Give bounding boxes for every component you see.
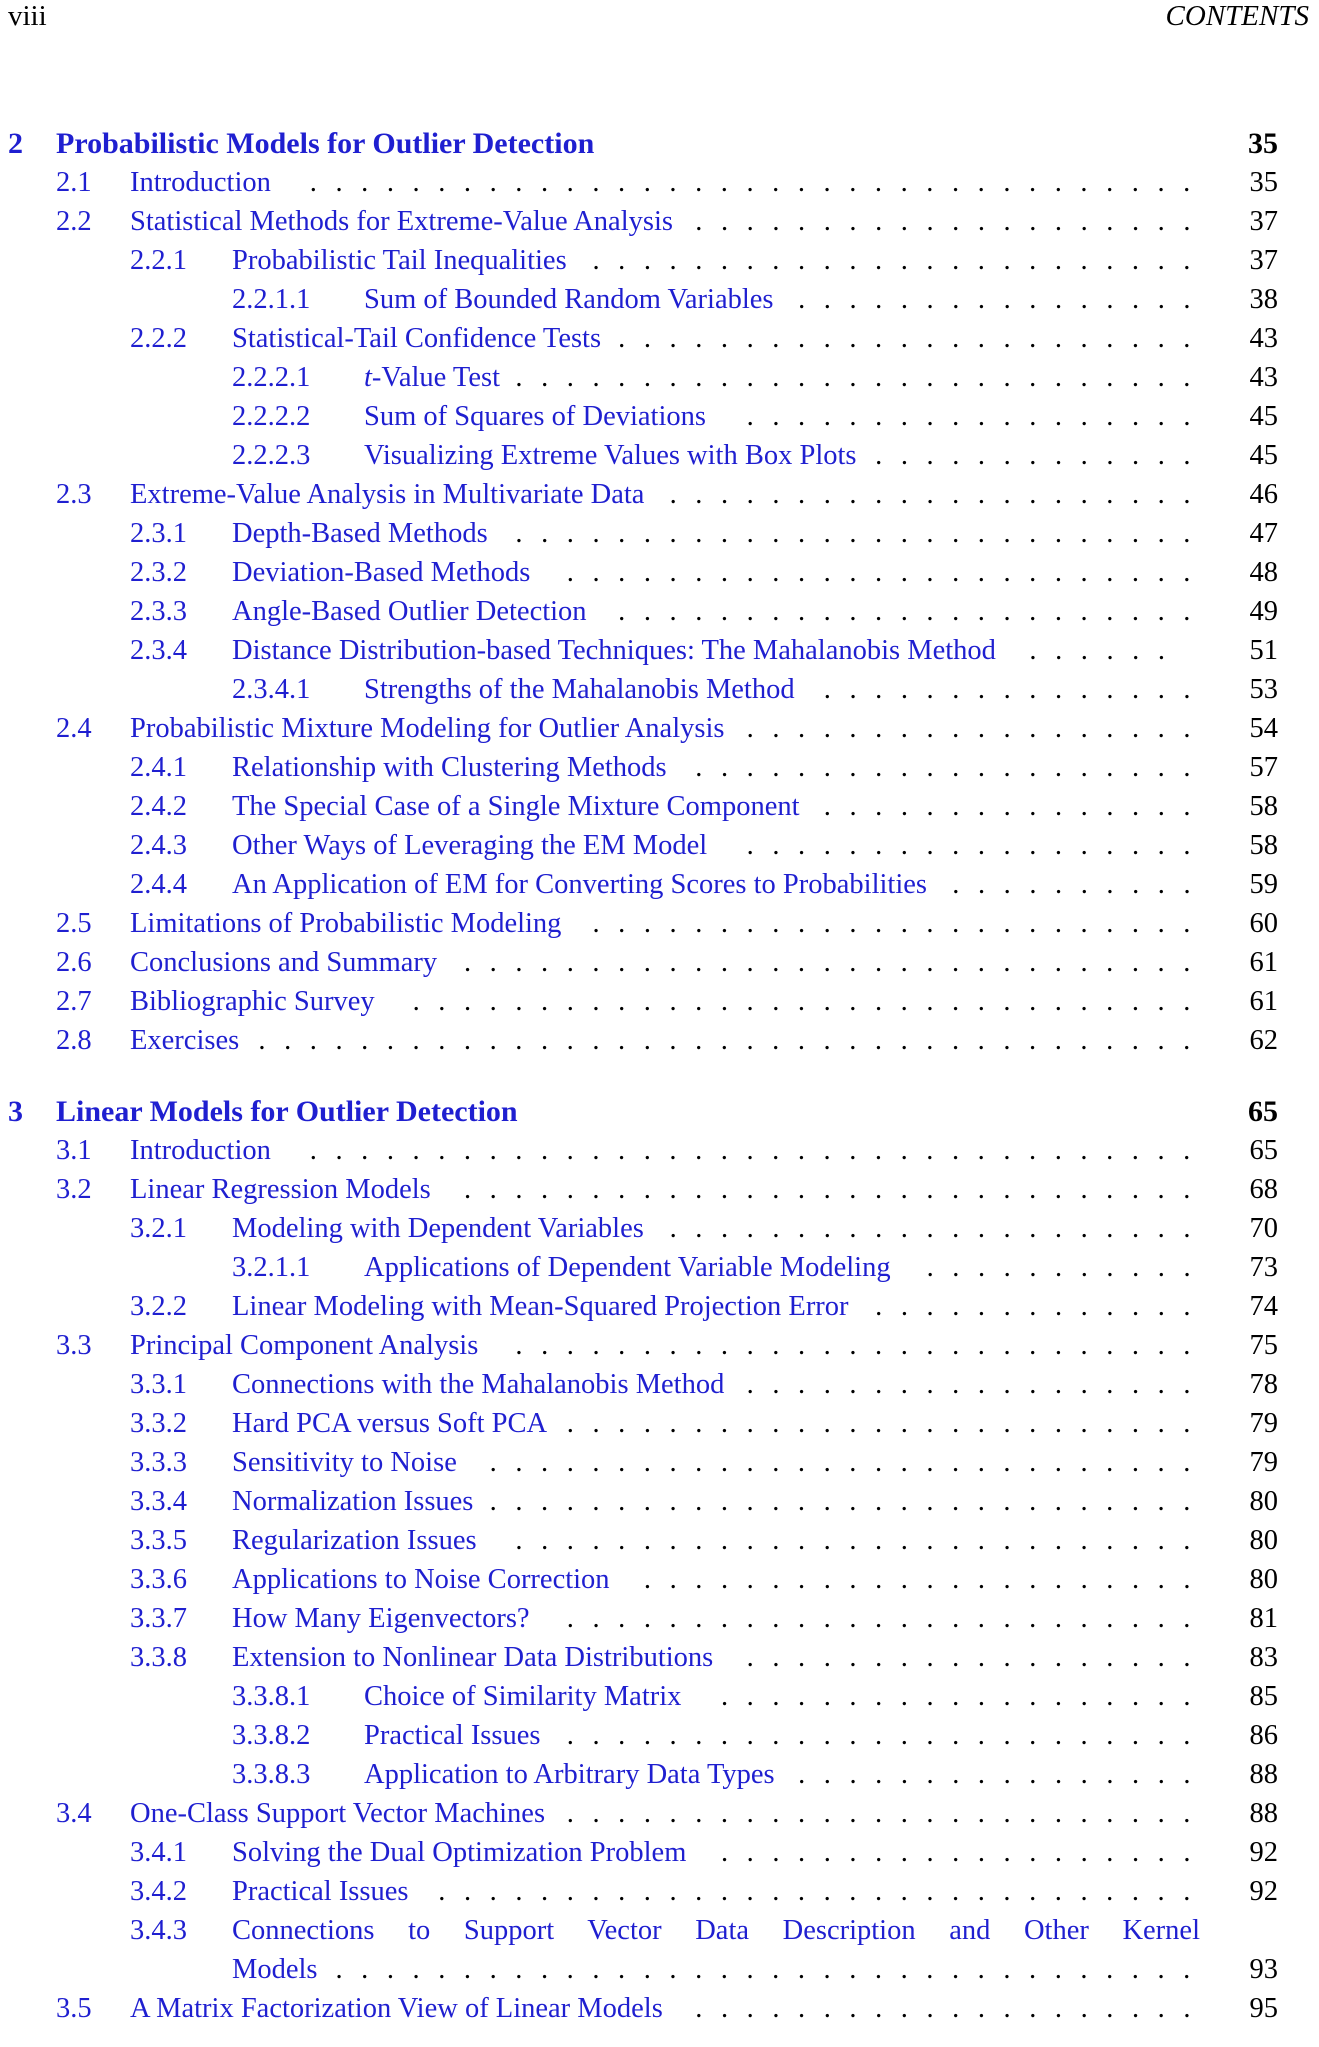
toc-entry-title-text: Probabilistic Tail Inequalities <box>232 245 567 276</box>
dot-leader: . . . . . . . . . . . . . . . . . . <box>746 830 1191 861</box>
toc-entry-page: 49 <box>1249 596 1278 627</box>
toc-entry-number: 2.3.3 <box>130 596 187 627</box>
toc-entry-page: 95 <box>1249 1993 1278 2024</box>
toc-entry-page: 92 <box>1249 1837 1278 1868</box>
toc-entry-title-text: Conclusions and Summary <box>130 947 438 978</box>
toc-entry-title-text: Probabilistic Mixture Modeling for Outlier Analysis <box>130 713 725 744</box>
toc-entry-number: 2.3.4 <box>130 635 187 666</box>
toc-entry-number: 3.3.1 <box>130 1369 187 1400</box>
toc-entry[interactable] <box>0 1833 1319 1873</box>
running-title: CONTENTS <box>1165 0 1309 32</box>
toc-entry-number: 3.3.2 <box>130 1408 187 1439</box>
toc-entry[interactable] <box>0 1248 1319 1288</box>
dot-leader: . . . . . . . . . . . . . . . . . . . . . . . . . . . . . <box>463 1174 1191 1205</box>
toc-entry-title-text: Linear Regression Models <box>130 1174 431 1205</box>
toc-entry-page: 80 <box>1249 1525 1278 1556</box>
dot-leader: . . . . . . . . . . . . . <box>875 440 1191 471</box>
toc-entry-title-text: Applications of Dependent Variable Modeling <box>364 1252 891 1283</box>
toc-entry-title[interactable] <box>232 1404 547 1444</box>
dot-leader: . . . . . . . . . . . . . . . . . . . . . . . . <box>592 908 1191 939</box>
toc-entry-title[interactable] <box>232 319 601 359</box>
dot-leader: . . . . . . . . . . . . . . . . . . . . . . . . . . . . . . . <box>412 986 1191 1017</box>
toc-entry[interactable] <box>0 1677 1319 1717</box>
toc-entry-number: 2.4 <box>56 713 92 744</box>
toc-entry-title[interactable] <box>364 670 795 710</box>
toc-entry-title[interactable] <box>130 943 437 983</box>
toc-entry[interactable] <box>0 475 1319 515</box>
toc-entry-page: 43 <box>1249 362 1278 393</box>
toc-entry-page: 80 <box>1249 1564 1278 1595</box>
toc-entry[interactable] <box>0 553 1319 593</box>
toc-entry-number: 2.4.1 <box>130 752 187 783</box>
toc-entry-title-text: Principal Component Analysis <box>130 1330 479 1361</box>
toc-entry-page: 61 <box>1249 986 1278 1017</box>
toc-entry[interactable] <box>0 1521 1319 1561</box>
toc-entry[interactable] <box>0 592 1319 632</box>
dot-leader: . . . . . . . . . . . . . . . . . . . . . . . . . <box>566 557 1191 588</box>
toc-entry-page: 59 <box>1249 869 1278 900</box>
toc-entry-page: 48 <box>1249 557 1278 588</box>
toc-entry[interactable] <box>0 436 1319 476</box>
toc-entry-number: 2.2.2.2 <box>232 401 311 432</box>
toc-entry-number: 2.6 <box>56 947 92 978</box>
toc-entry[interactable] <box>0 319 1319 359</box>
toc-entry[interactable] <box>0 904 1319 944</box>
toc-entry-title[interactable] <box>232 592 587 632</box>
toc-entry-title-text: Statistical-Tail Confidence Tests <box>232 323 602 354</box>
toc-entry-number: 2.3.1 <box>130 518 187 549</box>
toc-entry[interactable] <box>0 943 1319 983</box>
toc-entry-page: 70 <box>1249 1213 1278 1244</box>
toc-entry-title[interactable] <box>232 1560 610 1600</box>
toc-entry-number: 3.2 <box>56 1174 92 1205</box>
toc-entry-page: 51 <box>1249 635 1278 666</box>
toc-entry-title-text: Deviation-Based Methods <box>232 557 531 588</box>
toc-entry-title[interactable] <box>232 826 707 866</box>
toc-entry-title-text: Connections to Support Vector Data Description and Other Kernel <box>232 1915 1200 1946</box>
toc-entry-page: 86 <box>1249 1720 1278 1751</box>
toc-entry-title[interactable] <box>364 397 706 437</box>
toc-entry-title[interactable] <box>364 1755 775 1795</box>
toc-entry[interactable] <box>0 1599 1319 1639</box>
toc-entry-title-text: Sensitivity to Noise <box>232 1447 457 1478</box>
toc-entry-title-text: Exercises <box>130 1025 240 1056</box>
toc-entry-title[interactable] <box>232 1599 530 1639</box>
toc-entry-page: 45 <box>1249 401 1278 432</box>
toc-entry-number: 3.4.3 <box>130 1915 187 1946</box>
toc-entry-title[interactable] <box>232 241 567 281</box>
toc-entry[interactable] <box>0 1911 1319 1951</box>
dot-leader: . . . . . . . . . . . . . . . . <box>798 1759 1191 1790</box>
toc-entry-title[interactable] <box>364 280 774 320</box>
toc-entry-title[interactable] <box>232 1833 686 1873</box>
dot-leader: . . . . . . . . . . . . . . . <box>823 674 1191 705</box>
toc-entry-page: 79 <box>1249 1408 1278 1439</box>
toc-entry-page: 37 <box>1249 206 1278 237</box>
toc-entry-title-text: Introduction <box>130 1135 271 1166</box>
toc-entry-title[interactable] <box>232 1443 457 1483</box>
toc-entry-title-text: Applications to Noise Correction <box>232 1564 610 1595</box>
toc-entry-title[interactable] <box>232 1209 644 1249</box>
toc-entry[interactable] <box>0 1170 1319 1210</box>
toc-entry-title[interactable] <box>130 163 271 203</box>
toc-entry-title-text: A Matrix Factorization View of Linear Models <box>130 1993 663 2024</box>
dot-leader: . . . . . . . . . . . . . . . . . . . . . <box>669 479 1191 510</box>
dot-leader: . . . . . . . . . . . . . . . . . . . . <box>695 206 1191 237</box>
toc-entry[interactable] <box>0 397 1319 437</box>
toc-entry-title-text: Connections with the Mahalanobis Method <box>232 1369 725 1400</box>
toc-entry-title-text: Choice of Similarity Matrix <box>364 1681 682 1712</box>
toc-entry-number: 3.5 <box>56 1993 92 2024</box>
toc-entry-number: 2.3.2 <box>130 557 187 588</box>
toc-entry-title-continuation: Models <box>232 1954 318 1985</box>
toc-entry-number: 2 <box>8 127 23 160</box>
toc-entry-page: 73 <box>1249 1252 1278 1283</box>
toc-entry-page: 92 <box>1249 1876 1278 1907</box>
toc-entry-page: 61 <box>1249 947 1278 978</box>
toc-entry-number: 3.2.2 <box>130 1291 187 1322</box>
toc-entry-title-text: Sum of Bounded Random Variables <box>364 284 774 315</box>
toc-entry[interactable] <box>0 1872 1319 1912</box>
toc-entry-number: 3.2.1 <box>130 1213 187 1244</box>
toc-entry-number: 3.3.4 <box>130 1486 187 1517</box>
toc-entry-title[interactable] <box>130 202 673 242</box>
toc-entry-title-text: Regularization Issues <box>232 1525 477 1556</box>
toc-entry-title-text: Strengths of the Mahalanobis Method <box>364 674 795 705</box>
dot-leader: . . . . . . . . . . . . . . . . . . . . . . . . . . . . . . <box>438 1876 1191 1907</box>
toc-entry-title-text: Normalization Issues <box>232 1486 474 1517</box>
toc-entry-title[interactable] <box>232 1365 724 1405</box>
toc-entry[interactable] <box>0 826 1319 866</box>
dot-leader: . . . . . . . . . . . . . . . . . . . . . . . . . . . <box>515 518 1191 549</box>
toc-entry-title-text: Distance Distribution-based Techniques: The Mahalanobis Method <box>232 635 996 666</box>
toc-entry-title-text: Linear Models for Outlier Detection <box>56 1095 518 1128</box>
toc-entry-page: 46 <box>1249 479 1278 510</box>
toc-entry-title[interactable] <box>130 982 375 1022</box>
toc-entry-title[interactable] <box>232 1521 477 1561</box>
dot-leader: . . . . . . . . . . . . . . . <box>823 791 1191 822</box>
toc-entry-title-text: Introduction <box>130 167 271 198</box>
dot-leader: . . . . . . . . . . . . . . . . . . <box>746 1642 1191 1673</box>
dot-leader: . . . . . . . . . . . . . . . . . . . . . . . . . . . . . . . . . . . <box>309 1135 1191 1166</box>
toc-entry-title[interactable] <box>56 124 594 164</box>
toc-entry-number: 3.3.8 <box>130 1642 187 1673</box>
toc-entry-title[interactable] <box>364 1248 891 1288</box>
dot-leader: . . . . . . . . . . . . . . . . . . . . . . <box>643 1564 1191 1595</box>
toc-chapter-entry[interactable] <box>0 1092 1319 1132</box>
toc-entry[interactable] <box>0 1989 1319 2029</box>
toc-entry-title[interactable] <box>232 514 488 554</box>
toc-entry-title-text: Sum of Squares of Deviations <box>364 401 706 432</box>
toc-entry-title[interactable] <box>364 1716 540 1756</box>
toc-entry[interactable] <box>0 1287 1319 1327</box>
dot-leader: . . . . . . . . . . . . . . . . . . . . . . . . <box>592 245 1191 276</box>
toc-entry-number: 2.1 <box>56 167 92 198</box>
toc-entry-title[interactable] <box>232 1638 713 1678</box>
toc-entry[interactable] <box>0 1482 1319 1522</box>
toc-entry-title[interactable] <box>232 787 800 827</box>
dot-leader: . . . . . . . . . . . . . . . . . . . . . . . . . . . . . . . . . . . <box>309 167 1191 198</box>
toc-entry-page: 74 <box>1249 1291 1278 1322</box>
toc-entry-page: 62 <box>1249 1025 1278 1056</box>
toc-entry-page: 88 <box>1249 1759 1278 1790</box>
toc-entry-title-text: Visualizing Extreme Values with Box Plots <box>364 440 857 471</box>
dot-leader: . . . . . . . . . . . . . . . . . . . . . . . . . . . . <box>489 1486 1191 1517</box>
toc-entry-number: 2.2.1 <box>130 245 187 276</box>
toc-entry-number: 2.2.2.3 <box>232 440 311 471</box>
toc-entry-title-text: Relationship with Clustering Methods <box>232 752 667 783</box>
toc-entry[interactable] <box>0 280 1319 320</box>
toc-entry[interactable] <box>0 241 1319 281</box>
toc-entry-page: 75 <box>1249 1330 1278 1361</box>
toc-entry[interactable] <box>0 1404 1319 1444</box>
toc-entry-title-text: Solving the Dual Optimization Problem <box>232 1837 687 1868</box>
toc-entry-number: 2.2 <box>56 206 92 237</box>
toc-entry-number: 3.3.8.1 <box>232 1681 311 1712</box>
toc-entry[interactable] <box>0 787 1319 827</box>
dot-leader: . . . . . . . . . . . . . <box>875 1291 1191 1322</box>
dot-leader: . . . . . . . . . . . . . . . . . . . . . . . . . <box>566 1603 1191 1634</box>
toc-entry-page: 68 <box>1249 1174 1278 1205</box>
toc-entry[interactable] <box>0 514 1319 554</box>
toc-entry-title[interactable] <box>232 865 927 905</box>
toc-entry[interactable] <box>0 709 1319 749</box>
toc-entry[interactable] <box>0 1560 1319 1600</box>
toc-entry-title-text: -Value Test <box>371 362 500 393</box>
toc-entry-title-text: Practical Issues <box>364 1720 541 1751</box>
toc-entry-page: 80 <box>1249 1486 1278 1517</box>
toc-entry-title[interactable] <box>130 904 561 944</box>
dot-leader: . . . . . . . . . . . <box>926 1252 1191 1283</box>
toc-entry-number: 2.4.4 <box>130 869 187 900</box>
dot-leader: . . . . . . . . . . . . . . . . <box>798 284 1191 315</box>
toc-entry-number: 3.3.5 <box>130 1525 187 1556</box>
toc-entry-number: 2.4.2 <box>130 791 187 822</box>
toc-entry[interactable] <box>0 1716 1319 1756</box>
toc-entry-title[interactable] <box>130 475 644 515</box>
toc-entry-title-text: Extension to Nonlinear Data Distributions <box>232 1642 714 1673</box>
toc-entry-title[interactable] <box>232 748 667 788</box>
toc-entry[interactable] <box>0 1131 1319 1171</box>
toc-entry-title-text: Probabilistic Models for Outlier Detection <box>56 127 595 160</box>
toc-entry-number: 3.3 <box>56 1330 92 1361</box>
toc-entry[interactable] <box>0 670 1319 710</box>
toc-entry-page: 65 <box>1249 1135 1278 1166</box>
toc-entry-number: 3.3.3 <box>130 1447 187 1478</box>
toc-entry[interactable] <box>0 865 1319 905</box>
toc-entry-title-text: Angle-Based Outlier Detection <box>232 596 587 627</box>
toc-entry-title-text: Linear Modeling with Mean-Squared Projection Error <box>232 1291 849 1322</box>
dot-leader: . . . . . . . . . . . . . . . . . . <box>746 713 1191 744</box>
toc-entry-continuation[interactable] <box>0 1950 1319 1990</box>
toc-entry-page: 35 <box>1249 167 1278 198</box>
toc-entry-title-text: Depth-Based Methods <box>232 518 488 549</box>
toc-entry-number: 2.5 <box>56 908 92 939</box>
toc-entry-number: 2.4.3 <box>130 830 187 861</box>
toc-entry-title[interactable] <box>130 709 724 749</box>
toc-entry-title[interactable] <box>232 1482 473 1522</box>
toc-entry[interactable] <box>0 1021 1319 1061</box>
dot-leader: . . . . . . . . . . . . . . . . . . . . . . . <box>618 596 1191 627</box>
toc-entry-title[interactable] <box>232 553 530 593</box>
toc-entry-title-text: One-Class Support Vector Machines <box>130 1798 546 1829</box>
toc-entry-page: 60 <box>1249 908 1278 939</box>
dot-leader: . . . . . . . . . . . . . . . . . . . <box>720 1837 1191 1868</box>
toc-entry[interactable] <box>0 1326 1319 1366</box>
toc-entry-page: 47 <box>1249 518 1278 549</box>
dot-leader: . . . . . . . . . . . . . . . . . . . . . . . . . <box>566 1408 1191 1439</box>
dot-leader: . . . . . . . . . . . . . . . . . . . . . . . . . <box>566 1798 1191 1829</box>
toc-entry-title[interactable] <box>232 1872 408 1912</box>
toc-entry-page: 93 <box>1249 1954 1278 1985</box>
dot-leader: . . . . . . . . . . . . . . . . . . . . . . . . . . . . <box>489 1447 1191 1478</box>
toc-entry[interactable] <box>0 1755 1319 1795</box>
dot-leader: . . . . . . . . . . . . . . . . . . . . . . . . . <box>566 1720 1191 1751</box>
dot-leader: . . . . . . . . . . . . . . . . . . . . . . . . . . . . . . . . . . <box>335 1954 1191 1985</box>
toc-entry-number: 3.4.1 <box>130 1837 187 1868</box>
dot-leader: . . . . . . . . . . . . . . . . . . . . <box>695 1993 1191 2024</box>
toc-entry-title[interactable] <box>130 1989 663 2029</box>
toc-entry-page: 45 <box>1249 440 1278 471</box>
toc-entry-title[interactable] <box>130 1170 431 1210</box>
toc-entry-number: 2.3 <box>56 479 92 510</box>
toc-entry-page: 88 <box>1249 1798 1278 1829</box>
toc-entry-title[interactable] <box>130 1131 271 1171</box>
toc-entry-title-text: Limitations of Probabilistic Modeling <box>130 908 562 939</box>
toc-entry-page: 54 <box>1249 713 1278 744</box>
toc-entry-title[interactable] <box>232 1911 1200 1951</box>
dot-leader: . . . . . . . . . . . . . . . . . . . <box>720 1681 1191 1712</box>
toc-entry-page: 83 <box>1249 1642 1278 1673</box>
toc-entry-page: 81 <box>1249 1603 1278 1634</box>
toc-entry-number: 3.3.8.2 <box>232 1720 311 1751</box>
dot-leader: . . . . . . . . . . . . . . . . . . . . . . . . . . . <box>515 362 1191 393</box>
toc-entry[interactable] <box>0 631 1319 671</box>
toc-entry[interactable] <box>0 1209 1319 1249</box>
toc-entry-number: 3.4 <box>56 1798 92 1829</box>
toc-entry[interactable] <box>0 1443 1319 1483</box>
toc-entry-number: 2.2.2.1 <box>232 362 311 393</box>
toc-entry-title-text: Extreme-Value Analysis in Multivariate Data <box>130 479 645 510</box>
dot-leader: . . . . . . . . . . . . . . . . . . . . . . . <box>618 323 1191 354</box>
dot-leader: . . . . . . . . . . . . . . . . . . . . . . . . . . . <box>515 1525 1191 1556</box>
toc-entry-title[interactable] <box>364 436 857 476</box>
toc-entry-title-text: The Special Case of a Single Mixture Component <box>232 791 800 822</box>
toc-entry-title-text: Bibliographic Survey <box>130 986 375 1017</box>
page-number: viii <box>8 0 47 32</box>
toc-entry-number: 2.2.2 <box>130 323 187 354</box>
toc-entry-title[interactable] <box>56 1092 518 1132</box>
toc-entry-page: 38 <box>1249 284 1278 315</box>
toc-entry-title-text: Practical Issues <box>232 1876 409 1907</box>
toc-entry-page: 79 <box>1249 1447 1278 1478</box>
toc-entry-title[interactable] <box>130 1021 239 1061</box>
toc-entry-title[interactable] <box>364 1677 681 1717</box>
dot-leader: . . . . . . <box>1029 635 1165 666</box>
toc-entry-title-text: Other Ways of Leveraging the EM Model <box>232 830 708 861</box>
toc-chapter-entry[interactable] <box>0 124 1319 164</box>
toc-entry-title[interactable] <box>130 1326 478 1366</box>
toc-entry-title-text: Hard PCA versus Soft PCA <box>232 1408 548 1439</box>
toc-entry-number: 2.7 <box>56 986 92 1017</box>
toc-entry-number: 2.3.4.1 <box>232 674 311 705</box>
toc-entry[interactable] <box>0 202 1319 242</box>
toc-entry-number: 3.3.8.3 <box>232 1759 311 1790</box>
toc-entry-title-text: An Application of EM for Converting Scores to Probabilities <box>232 869 927 900</box>
toc-entry-title-text: Application to Arbitrary Data Types <box>364 1759 775 1790</box>
toc-entry-page: 43 <box>1249 323 1278 354</box>
toc-entry-title-text: Modeling with Dependent Variables <box>232 1213 644 1244</box>
toc-entry[interactable] <box>0 1638 1319 1678</box>
toc-entry-page: 78 <box>1249 1369 1278 1400</box>
toc-entry-number: 3 <box>8 1095 23 1128</box>
toc-entry-page: 35 <box>1248 127 1278 160</box>
toc-entry-title[interactable] <box>130 1794 545 1834</box>
dot-leader: . . . . . . . . . . . . . . . . . . <box>746 1369 1191 1400</box>
toc-entry-page: 58 <box>1249 791 1278 822</box>
toc-entry[interactable] <box>0 1365 1319 1405</box>
dot-leader: . . . . . . . . . . . . . . . . . . . . . <box>669 1213 1191 1244</box>
dot-leader: . . . . . . . . . . . . . . . . . . . . . . . . . . . . . . . . . . . . . <box>258 1025 1191 1056</box>
toc-entry-title-text: How Many Eigenvectors? <box>232 1603 530 1634</box>
toc-entry-title[interactable] <box>232 1287 849 1327</box>
toc-entry-page: 58 <box>1249 830 1278 861</box>
dot-leader: . . . . . . . . . . <box>952 869 1191 900</box>
toc-entry-title-text: Statistical Methods for Extreme-Value Analysis <box>130 206 673 237</box>
toc-entry[interactable] <box>0 748 1319 788</box>
dot-leader: . . . . . . . . . . . . . . . . . . . . . . . . . . . . . <box>463 947 1191 978</box>
toc-entry-number: 3.2.1.1 <box>232 1252 311 1283</box>
toc-entry-page: 85 <box>1249 1681 1278 1712</box>
toc-entry[interactable] <box>0 163 1319 203</box>
toc-entry-number: 3.3.6 <box>130 1564 187 1595</box>
toc-entry-number: 2.2.1.1 <box>232 284 311 315</box>
toc-entry[interactable] <box>0 358 1319 398</box>
toc-entry-title[interactable] <box>364 358 500 398</box>
dot-leader: . . . . . . . . . . . . . . . . . . <box>746 401 1191 432</box>
toc-entry-page: 57 <box>1249 752 1278 783</box>
dot-leader: . . . . . . . . . . . . . . . . . . . . . . . . . . . <box>515 1330 1191 1361</box>
toc-entry-page: 53 <box>1249 674 1278 705</box>
toc-entry-number: 3.3.7 <box>130 1603 187 1634</box>
toc-entry-number: 3.4.2 <box>130 1876 187 1907</box>
dot-leader: . . . . . . . . . . . . . . . . . . . . <box>695 752 1191 783</box>
toc-entry-page: 37 <box>1249 245 1278 276</box>
toc-entry-number: 3.1 <box>56 1135 92 1166</box>
toc-entry-title-italic: t <box>364 362 372 393</box>
toc-entry[interactable] <box>0 982 1319 1022</box>
toc-entry-title[interactable] <box>232 631 996 671</box>
toc-entry-number: 2.8 <box>56 1025 92 1056</box>
toc-entry-page: 65 <box>1248 1095 1278 1128</box>
toc-entry[interactable] <box>0 1794 1319 1834</box>
